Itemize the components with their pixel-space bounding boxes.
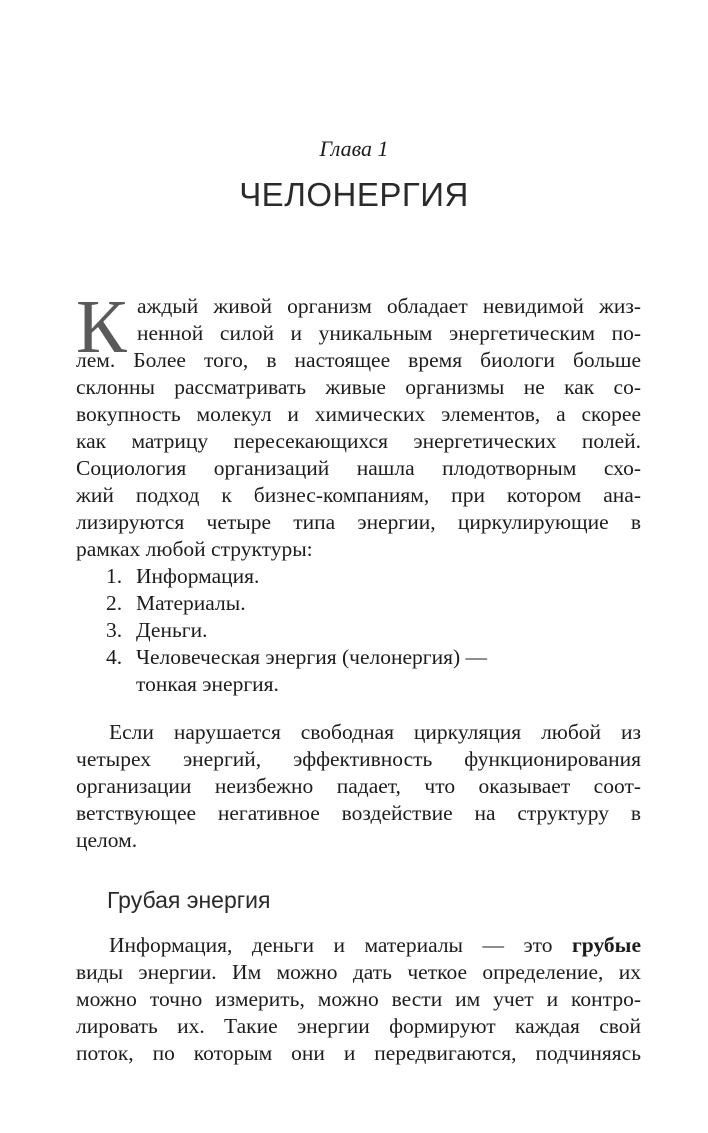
text-line: рамках любой структуры: [76,537,313,561]
text-line: лизируются четыре типа энергии, циркулирующие в [76,510,641,534]
energy-types-list [106,563,487,698]
list-item [106,563,487,590]
text-line: вокупность молекул и химических элементов, а скорее [76,402,641,426]
chapter-number: Глава 1 [319,136,389,161]
list-number: 1. [106,564,123,588]
list-text: Деньги. [136,618,208,642]
text-line: ненной силой и уникальным энергетическим по- [137,321,641,345]
chapter-title: ЧЕЛОНЕРГИЯ [239,176,469,213]
list-number: 2. [106,591,123,615]
text-line: можно точно измерить, можно вести им учет и контро- [76,987,641,1011]
text-line: ветствующее негативное воздействие на структуру в [76,801,641,825]
drop-cap: К [76,285,127,369]
paragraph-intro [76,293,641,563]
list-number: 4. [106,645,123,669]
text-line: Если нарушается свободная циркуляция любой из [109,720,641,744]
list-text: Информация. [136,564,260,588]
text-line: лировать их. Такие энергии формируют каждая свой [76,1014,641,1038]
section-heading: Грубая энергия [107,887,271,913]
list-item [106,590,487,617]
text-run: Информация, деньги и материалы — это [109,933,573,957]
list-text-continuation: тонкая энергия. [136,672,279,696]
list-text: Материалы. [136,591,246,615]
list-text: Человеческая энергия (челонергия) — [136,645,488,669]
text-line: целом. [76,828,138,852]
text-line: жий подход к бизнес-компаниям, при котором ана- [76,483,641,507]
text-line: поток, по которым они и передвигаются, подчиняясь [76,1041,641,1065]
text-line: виды энергии. Им можно дать четкое определение, их [76,960,641,984]
text-line [76,932,641,959]
text-line: Социология организаций нашла плодотворным схо- [76,456,641,480]
text-line: четырех энергий, эффективность функционирования [76,747,641,771]
paragraph-coarse-energy [76,932,641,1067]
text-line: аждый живой организм обладает невидимой жиз- [137,294,641,318]
list-item [106,644,487,671]
list-number: 3. [106,618,123,642]
text-line: как матрицу пересекающихся энергетических полей. [76,429,641,453]
text-line: организации неизбежно падает, что оказывает соот- [76,774,641,798]
list-item [106,617,487,644]
paragraph-circulation [76,719,641,854]
text-line: склонны рассматривать живые организмы не как со- [76,375,641,399]
bold-term: грубые [572,933,641,957]
text-line: лем. Более того, в настоящее время биологи больше [76,348,641,372]
